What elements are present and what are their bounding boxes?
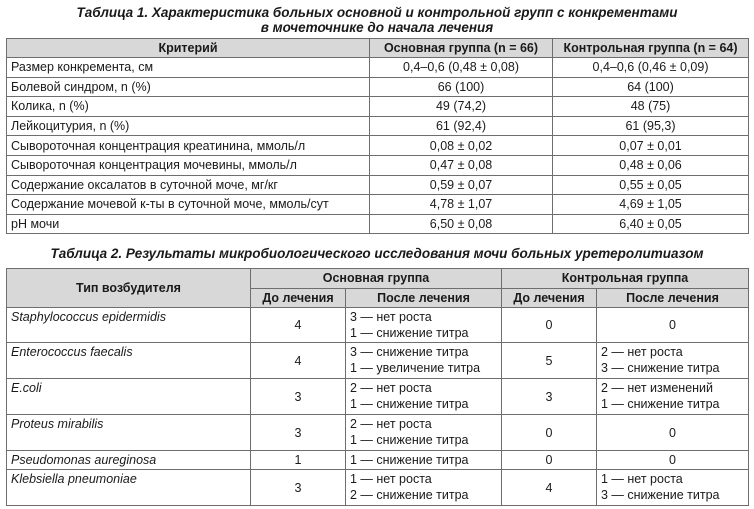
control-group-value: 0,55 ± 0,05 bbox=[553, 175, 749, 195]
criterion-cell: Содержание оксалатов в суточной моче, мг/кг bbox=[7, 175, 370, 195]
criterion-cell: Размер конкремента, см bbox=[7, 58, 370, 78]
control-after-results bbox=[597, 451, 749, 470]
main-before-count: 3 bbox=[251, 415, 346, 451]
result-line: 1 — нет роста bbox=[601, 472, 683, 486]
main-after-results bbox=[346, 470, 502, 506]
result-line: 1 — нет роста bbox=[350, 472, 432, 486]
criterion-cell: Содержание мочевой к-ты в суточной моче, ммоль/сут bbox=[7, 195, 370, 215]
table2-row bbox=[7, 451, 749, 470]
table1-header-criterion: Критерий bbox=[7, 39, 370, 58]
table1-row bbox=[7, 214, 749, 234]
table1-row bbox=[7, 175, 749, 195]
criterion-cell: Сывороточная концентрация креатинина, ммоль/л bbox=[7, 136, 370, 156]
organism-cell: Proteus mirabilis bbox=[7, 415, 251, 451]
control-after-results bbox=[597, 379, 749, 415]
control-group-value: 0,48 ± 0,06 bbox=[553, 155, 749, 175]
result-line: 1 — увеличение титра bbox=[350, 361, 481, 375]
result-line: 1 — снижение титра bbox=[601, 397, 720, 411]
result-line: 0 bbox=[669, 453, 676, 467]
result-line: 2 — нет изменений bbox=[601, 381, 714, 395]
main-after-results bbox=[346, 308, 502, 343]
result-line: 2 — нет роста bbox=[350, 381, 432, 395]
table2-header-control-group: Контрольная группа bbox=[502, 269, 749, 289]
organism-cell: Klebsiella pneumoniae bbox=[7, 470, 251, 506]
table2-row bbox=[7, 379, 749, 415]
main-before-count: 4 bbox=[251, 343, 346, 379]
table2-header-main-before: До лечения bbox=[251, 289, 346, 308]
control-before-count: 0 bbox=[502, 308, 597, 343]
table2-row bbox=[7, 415, 749, 451]
result-line: 2 — нет роста bbox=[601, 345, 683, 359]
organism-cell: Staphylococcus epidermidis bbox=[7, 308, 251, 343]
control-after-results bbox=[597, 308, 749, 343]
table1-header-row bbox=[7, 39, 749, 58]
main-group-value: 66 (100) bbox=[370, 77, 553, 97]
control-group-value: 64 (100) bbox=[553, 77, 749, 97]
criterion-cell: Колика, n (%) bbox=[7, 97, 370, 117]
main-group-value: 0,4–0,6 (0,48 ± 0,08) bbox=[370, 58, 553, 78]
main-group-value: 49 (74,2) bbox=[370, 97, 553, 117]
main-before-count: 4 bbox=[251, 308, 346, 343]
main-before-count: 1 bbox=[251, 451, 346, 470]
table2-row bbox=[7, 470, 749, 506]
result-line: 1 — снижение титра bbox=[350, 453, 469, 467]
main-group-value: 0,59 ± 0,07 bbox=[370, 175, 553, 195]
criterion-cell: Сывороточная концентрация мочевины, ммоль/л bbox=[7, 155, 370, 175]
control-after-results bbox=[597, 343, 749, 379]
table1-row bbox=[7, 97, 749, 117]
control-group-value: 0,07 ± 0,01 bbox=[553, 136, 749, 156]
control-after-results bbox=[597, 470, 749, 506]
result-line: 1 — снижение титра bbox=[350, 433, 469, 447]
control-group-value: 4,69 ± 1,05 bbox=[553, 195, 749, 215]
organism-cell: Enterococcus faecalis bbox=[7, 343, 251, 379]
main-group-value: 0,47 ± 0,08 bbox=[370, 155, 553, 175]
main-after-results bbox=[346, 451, 502, 470]
table1-caption-line2: в мочеточнике до начала лечения bbox=[260, 20, 494, 35]
table1-row bbox=[7, 155, 749, 175]
main-group-value: 6,50 ± 0,08 bbox=[370, 214, 553, 234]
table2-header-pathogen: Тип возбудителя bbox=[7, 269, 251, 308]
control-before-count: 0 bbox=[502, 451, 597, 470]
main-group-value: 61 (92,4) bbox=[370, 116, 553, 136]
criterion-cell: Лейкоцитурия, n (%) bbox=[7, 116, 370, 136]
table2 bbox=[6, 268, 749, 506]
table1-header-main-group: Основная группа (n = 66) bbox=[370, 39, 553, 58]
result-line: 1 — снижение титра bbox=[350, 326, 469, 340]
table1-row bbox=[7, 136, 749, 156]
main-before-count: 3 bbox=[251, 470, 346, 506]
control-before-count: 4 bbox=[502, 470, 597, 506]
criterion-cell: pH мочи bbox=[7, 214, 370, 234]
control-before-count: 3 bbox=[502, 379, 597, 415]
result-line: 3 — снижение титра bbox=[350, 345, 469, 359]
result-line: 1 — снижение титра bbox=[350, 397, 469, 411]
control-before-count: 0 bbox=[502, 415, 597, 451]
main-after-results bbox=[346, 343, 502, 379]
result-line: 0 bbox=[669, 318, 676, 332]
table2-header-control-before: До лечения bbox=[502, 289, 597, 308]
table2-row bbox=[7, 343, 749, 379]
organism-cell: E.coli bbox=[7, 379, 251, 415]
main-after-results bbox=[346, 379, 502, 415]
control-group-value: 0,4–0,6 (0,46 ± 0,09) bbox=[553, 58, 749, 78]
main-group-value: 4,78 ± 1,07 bbox=[370, 195, 553, 215]
table1 bbox=[6, 38, 749, 234]
criterion-cell: Болевой синдром, n (%) bbox=[7, 77, 370, 97]
table2-header-row-groups bbox=[7, 269, 749, 289]
control-before-count: 5 bbox=[502, 343, 597, 379]
control-group-value: 61 (95,3) bbox=[553, 116, 749, 136]
table1-caption bbox=[0, 5, 754, 35]
table1-row bbox=[7, 195, 749, 215]
table1-row bbox=[7, 58, 749, 78]
result-line: 3 — снижение титра bbox=[601, 361, 720, 375]
table2-header-control-after: После лечения bbox=[597, 289, 749, 308]
result-line: 0 bbox=[669, 425, 676, 440]
organism-cell: Pseudomonas aureginosa bbox=[7, 451, 251, 470]
control-after-results bbox=[597, 415, 749, 451]
result-line: 3 — снижение титра bbox=[601, 488, 720, 502]
result-line: 2 — нет роста bbox=[350, 417, 432, 431]
table2-row bbox=[7, 308, 749, 343]
table2-header-main-group: Основная группа bbox=[251, 269, 502, 289]
main-before-count: 3 bbox=[251, 379, 346, 415]
table1-row bbox=[7, 77, 749, 97]
result-line: 3 — нет роста bbox=[350, 310, 432, 324]
main-group-value: 0,08 ± 0,02 bbox=[370, 136, 553, 156]
table1-row bbox=[7, 116, 749, 136]
result-line: 2 — снижение титра bbox=[350, 488, 469, 502]
table1-caption-line1: Таблица 1. Характеристика больных основной и контрольной групп с конкрементами bbox=[76, 5, 678, 20]
main-after-results bbox=[346, 415, 502, 451]
table2-header-main-after: После лечения bbox=[346, 289, 502, 308]
control-group-value: 6,40 ± 0,05 bbox=[553, 214, 749, 234]
table1-header-control-group: Контрольная группа (n = 64) bbox=[553, 39, 749, 58]
control-group-value: 48 (75) bbox=[553, 97, 749, 117]
table2-caption: Таблица 2. Результаты микробиологического исследования мочи больных уретеролитиазом bbox=[50, 246, 704, 261]
